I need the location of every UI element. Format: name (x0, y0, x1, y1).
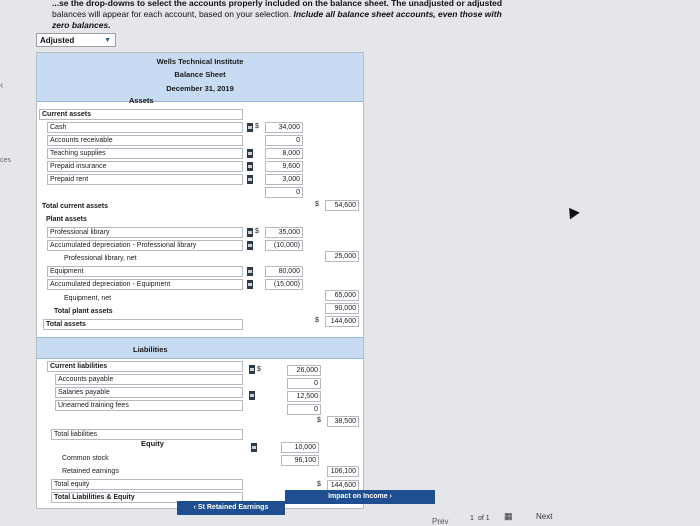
dropdown-icon[interactable] (251, 443, 257, 452)
dropdown-icon[interactable] (247, 123, 253, 132)
account-select[interactable]: Teaching supplies (47, 148, 243, 159)
amount-input[interactable]: 25,000 (325, 251, 359, 262)
total-equity-amount[interactable]: 106,100 (327, 466, 359, 477)
total-equity-label: Total equity (51, 479, 243, 490)
mouse-cursor-icon (564, 204, 580, 219)
amount-input[interactable]: 35,000 (265, 227, 303, 238)
account-select[interactable]: Retained earnings (59, 466, 243, 477)
total-liabilities-amount[interactable]: 38,500 (327, 416, 359, 427)
account-select[interactable]: Accumulated depreciation - Professional library (47, 240, 243, 251)
account-select[interactable]: Prepaid rent (47, 174, 243, 185)
page-number: 1 (470, 515, 474, 522)
amount-input[interactable]: (15,000) (265, 279, 303, 290)
amount-input[interactable]: 0 (287, 378, 321, 389)
amount-input[interactable]: 96,100 (281, 455, 319, 466)
account-select[interactable]: Accounts receivable (47, 135, 243, 146)
balance-type-dropdown[interactable]: Adjusted ▼ (36, 33, 116, 47)
sheet-date: December 31, 2019 (166, 84, 234, 93)
amount-input[interactable]: (10,000) (265, 240, 303, 251)
balance-sheet (36, 52, 364, 509)
account-select[interactable]: Cash (47, 122, 243, 133)
dollar-sign: $ (257, 366, 261, 373)
account-select[interactable]: Equipment (47, 266, 243, 277)
next-tab-button[interactable]: Impact on Income › (285, 490, 435, 504)
total-liabilities-equity-label: Total Liabilities & Equity (51, 492, 243, 503)
dropdown-icon[interactable] (247, 241, 253, 250)
amount-input[interactable]: 26,000 (287, 365, 321, 376)
amount-input[interactable]: 0 (287, 404, 321, 415)
amount-input[interactable]: 0 (265, 135, 303, 146)
company-name: Wells Technical Institute (156, 57, 244, 66)
amount-input[interactable]: 8,000 (265, 148, 303, 159)
plant-assets-label: Plant assets (43, 214, 243, 225)
dollar-sign: $ (317, 417, 321, 424)
dollar-sign: $ (315, 317, 319, 324)
page-total: of 1 (478, 515, 490, 522)
sheet-header (37, 53, 363, 102)
amount-input[interactable]: 65,000 (325, 290, 359, 301)
current-assets-label: Current assets (39, 109, 243, 120)
side-panel-label: ces (0, 157, 11, 164)
collapse-arrow-icon[interactable]: ‹ (0, 80, 4, 91)
account-select[interactable]: Accumulated depreciation - Equipment (47, 279, 243, 290)
total-assets-amount[interactable]: 144,600 (325, 316, 359, 327)
dropdown-icon[interactable] (249, 365, 255, 374)
total-assets-label: Total assets (43, 319, 243, 330)
prev-button[interactable]: Prev (432, 517, 449, 526)
equipment-net-label: Equipment, net (61, 293, 243, 304)
amount-input[interactable]: 34,000 (265, 122, 303, 133)
dollar-sign: $ (255, 228, 259, 235)
liabilities-heading: Liabilities (133, 345, 168, 354)
account-select[interactable]: Accounts payable (55, 374, 243, 385)
prev-tab-button[interactable]: ‹ St Retained Earnings (177, 501, 285, 515)
equity-heading: Equity (141, 439, 164, 448)
sheet-title: Balance Sheet (174, 70, 226, 79)
professional-library-net-label: Professional library, net (61, 253, 243, 264)
section-band (37, 337, 363, 359)
current-liabilities-label: Current liabilities (47, 361, 243, 372)
dropdown-icon[interactable] (247, 149, 253, 158)
dollar-sign: $ (255, 123, 259, 130)
total-plant-assets-label: Total plant assets (51, 306, 243, 317)
amount-input[interactable]: 12,500 (287, 391, 321, 402)
instructions: ...se the drop-downs to select the accounts properly included on the balance sheet. The unadjusted or adjusted balances will appear for each account, based on your selection. Include all balance sheet accounts, even those with zero balances. (52, 0, 503, 30)
dropdown-icon[interactable] (249, 391, 255, 400)
total-current-assets-label: Total current assets (39, 201, 243, 212)
amount-input[interactable]: 90,000 (325, 303, 359, 314)
dollar-sign: $ (317, 481, 321, 488)
account-select[interactable]: Unearned training fees (55, 400, 243, 411)
dropdown-icon[interactable] (247, 280, 253, 289)
dropdown-icon[interactable] (247, 267, 253, 276)
total-liabilities-equity-amount[interactable]: 144,600 (327, 480, 359, 491)
amount-input[interactable]: 10,000 (281, 442, 319, 453)
amount-input[interactable]: 3,000 (265, 174, 303, 185)
amount-input[interactable]: 80,000 (265, 266, 303, 277)
dropdown-icon[interactable] (247, 228, 253, 237)
account-select[interactable]: Salaries payable (55, 387, 243, 398)
dropdown-icon[interactable] (247, 162, 253, 171)
account-select[interactable]: Prepaid insurance (47, 161, 243, 172)
assets-heading: Assets (129, 96, 154, 105)
chevron-down-icon: ▼ (104, 37, 111, 44)
amount-input[interactable]: 9,600 (265, 161, 303, 172)
account-select[interactable]: Common stock (59, 453, 243, 464)
total-current-assets-amount[interactable]: 54,600 (325, 200, 359, 211)
total-liabilities-label: Total liabilities (51, 429, 243, 440)
grid-icon[interactable]: ▦ (504, 511, 513, 521)
next-button[interactable]: Next (536, 512, 553, 521)
dollar-sign: $ (315, 201, 319, 208)
account-select[interactable]: Professional library (47, 227, 243, 238)
amount-input[interactable]: 0 (265, 187, 303, 198)
dropdown-icon[interactable] (247, 175, 253, 184)
